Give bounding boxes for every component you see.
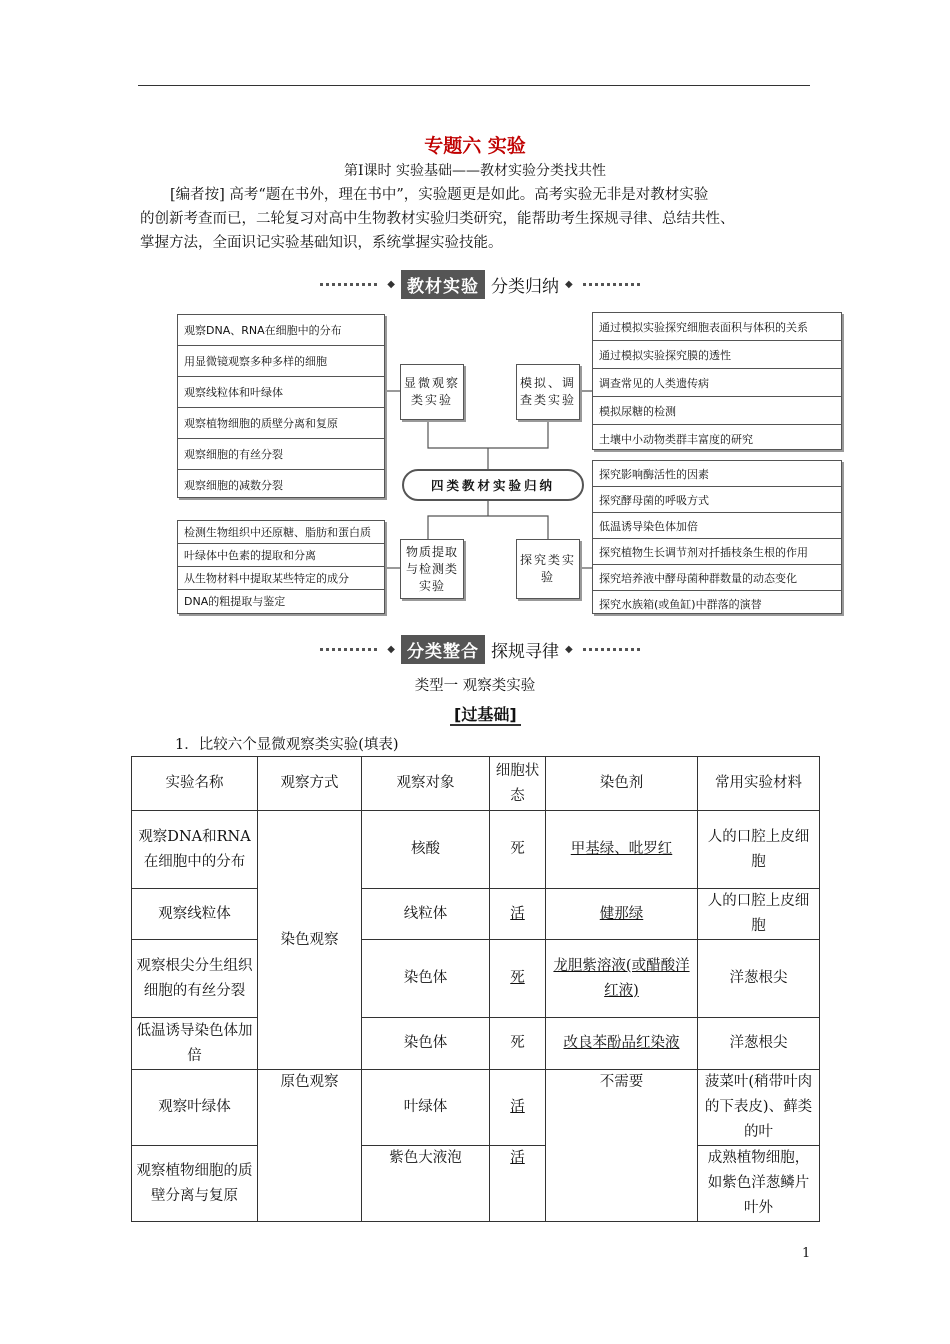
experiment-diagram (172, 306, 844, 616)
diagram-center: 四类教材实验归纳 (402, 469, 584, 501)
cell-dye: 甲基绿、吡罗红 (546, 811, 698, 889)
table-header: 观察方式 (258, 757, 362, 811)
section-banner-textbook (320, 270, 640, 298)
banner-text: 分类归纳 (491, 276, 559, 297)
table-row (132, 940, 820, 1018)
cell-object: 核酸 (362, 811, 490, 889)
table-header: 观察对象 (362, 757, 490, 811)
editor-note-line: 的创新考查而已，二轮复习对高中生物教材实验归类研究，能帮助考生探规寻律、总结共性、 (140, 211, 735, 227)
cell-dye: 健那绿 (546, 889, 698, 940)
list-item: 用显微镜观察多种多样的细胞 (178, 346, 384, 377)
cell-method: 原色观察 (258, 1070, 362, 1222)
banner-tag: 分类整合 (401, 635, 485, 664)
cell-name: 观察线粒体 (132, 889, 258, 940)
cell-material: 成熟植物细胞，如紫色洋葱鳞片叶外 (698, 1146, 820, 1222)
cell-name: 低温诱导染色体加倍 (132, 1018, 258, 1070)
list-item: 通过模拟实验探究膜的透性 (593, 341, 841, 369)
banner-dots (583, 648, 640, 651)
list-item: 调查常见的人类遗传病 (593, 369, 841, 397)
diamond-icon: ◆ (387, 643, 395, 655)
list-item: 叶绿体中色素的提取和分离 (178, 544, 384, 567)
cell-dye: 龙胆紫溶液(或醋酸洋红液) (546, 940, 698, 1018)
cell-object: 线粒体 (362, 889, 490, 940)
list-item: 探究酵母菌的呼吸方式 (593, 487, 841, 513)
diamond-icon: ◆ (565, 278, 573, 290)
list-item: 低温诱导染色体加倍 (593, 513, 841, 539)
diamond-icon: ◆ (387, 278, 395, 290)
cell-object: 叶绿体 (362, 1070, 490, 1146)
cell-material: 洋葱根尖 (698, 940, 820, 1018)
cell-name: 观察叶绿体 (132, 1070, 258, 1146)
cell-material: 人的口腔上皮细胞 (698, 889, 820, 940)
banner-tag: 教材实验 (401, 270, 485, 299)
list-item: 从生物材料中提取某些特定的成分 (178, 567, 384, 590)
top-rule (138, 85, 810, 86)
cell-state: 死 (490, 1018, 546, 1070)
cell-method: 染色观察 (258, 811, 362, 1070)
banner-dots (583, 283, 640, 286)
list-item: 观察线粒体和叶绿体 (178, 377, 384, 408)
table-header: 细胞状态 (490, 757, 546, 811)
list-item: 土壤中小动物类群丰富度的研究 (599, 432, 753, 446)
editor-note-line: [编者按] 高考“题在书外，理在书中”，实验题更是如此。高考实验无非是对教材实验 (170, 187, 709, 203)
cell-object: 染色体 (362, 940, 490, 1018)
editor-note-line: 掌握方法，全面识记实验基础知识，系统掌握实验技能。 (140, 235, 503, 251)
simulate-items-box (592, 312, 842, 450)
table-row (132, 811, 820, 889)
cell-state: 活 (490, 1070, 546, 1146)
page-title: 专题六 实验 (424, 135, 526, 157)
list-item: 探究植物生长调节剂对扦插枝条生根的作用 (593, 539, 841, 565)
table-header: 染色剂 (546, 757, 698, 811)
cell-state: 死 (490, 940, 546, 1018)
cell-material: 洋葱根尖 (698, 1018, 820, 1070)
comparison-table (131, 756, 820, 1222)
cell-state: 活 (490, 1146, 546, 1222)
cell-object: 染色体 (362, 1018, 490, 1070)
list-item: 探究影响酶活性的因素 (593, 461, 841, 487)
diamond-icon: ◆ (565, 643, 573, 655)
banner-dots (320, 283, 377, 286)
table-header-row (132, 757, 820, 811)
banner-dots (320, 648, 377, 651)
category-explore: 探究类实验 (516, 539, 580, 599)
editor-note (140, 183, 810, 255)
table-row (132, 1146, 820, 1222)
section-banner-classify (320, 635, 640, 663)
question-1: 1．比较六个显微观察类实验(填表) (175, 737, 399, 753)
list-item: 观察植物细胞的质壁分离和复原 (178, 408, 384, 439)
category-extract: 物质提取与检测类实验 (400, 539, 464, 599)
cell-material: 人的口腔上皮细胞 (698, 811, 820, 889)
list-item: 通过模拟实验探究细胞表面积与体积的关系 (593, 313, 841, 341)
cell-dye: 改良苯酚品红染液 (546, 1018, 698, 1070)
page-subtitle: 第Ⅰ课时 实验基础——教材实验分类找共性 (344, 163, 606, 179)
explore-items-box (592, 460, 842, 614)
cell-name: 观察根尖分生组织细胞的有丝分裂 (132, 940, 258, 1018)
cell-dye: 不需要 (546, 1070, 698, 1222)
cell-state: 活 (490, 889, 546, 940)
extract-items-box (177, 520, 385, 614)
category-simulate: 模拟、调查类实验 (516, 364, 580, 420)
basics-label-text: [过基础] (450, 705, 521, 726)
table-row (132, 1070, 820, 1146)
list-item: 检测生物组织中还原糖、脂肪和蛋白质 (178, 521, 384, 544)
cell-name: 观察DNA和RNA在细胞中的分布 (132, 811, 258, 889)
table-row (132, 1018, 820, 1070)
page-number: 1 (802, 1246, 811, 1261)
list-item: DNA的粗提取与鉴定 (184, 595, 286, 608)
type-label: 类型一 观察类实验 (414, 678, 536, 694)
table-header: 实验名称 (132, 757, 258, 811)
cell-material: 菠菜叶(稍带叶肉的下表皮)、藓类的叶 (698, 1070, 820, 1146)
microscope-items-box (177, 314, 385, 498)
category-microscope: 显微观察类实验 (400, 364, 464, 420)
cell-state: 死 (490, 811, 546, 889)
list-item: 探究培养液中酵母菌种群数量的动态变化 (593, 565, 841, 591)
list-item: 模拟尿糖的检测 (593, 397, 841, 425)
table-row (132, 889, 820, 940)
cell-name: 观察植物细胞的质壁分离与复原 (132, 1146, 258, 1222)
cell-object: 紫色大液泡 (362, 1146, 490, 1222)
table-header: 常用实验材料 (698, 757, 820, 811)
list-item: 观察细胞的减数分裂 (184, 479, 283, 492)
list-item: 观察DNA、RNA在细胞中的分布 (178, 315, 384, 346)
list-item: 探究水族箱(或鱼缸)中群落的演替 (599, 597, 762, 611)
basics-label (450, 702, 521, 725)
banner-text: 探规寻律 (491, 641, 559, 662)
list-item: 观察细胞的有丝分裂 (178, 439, 384, 470)
